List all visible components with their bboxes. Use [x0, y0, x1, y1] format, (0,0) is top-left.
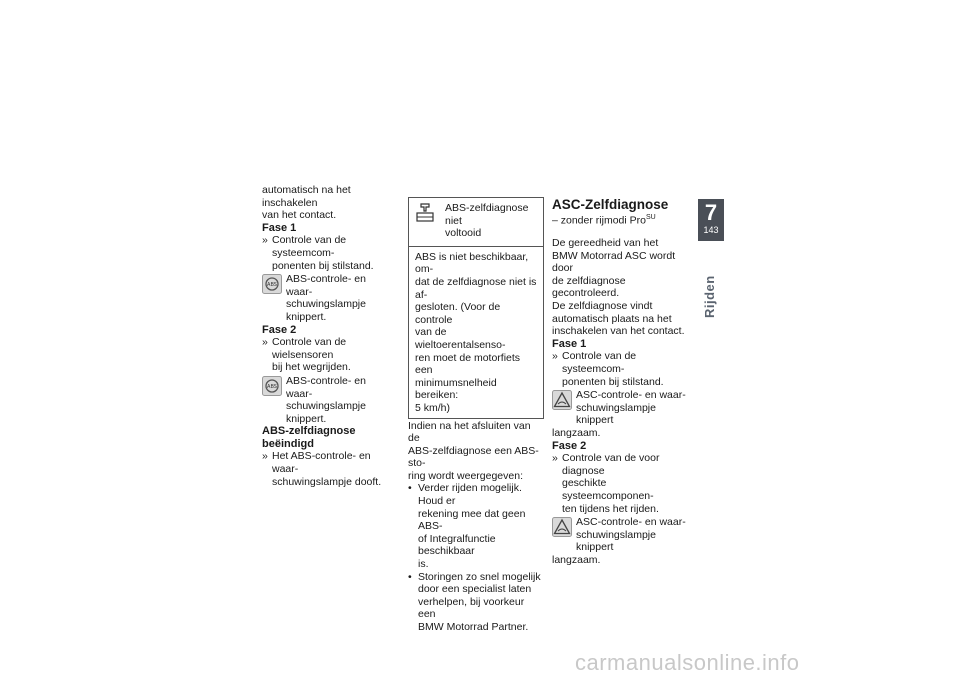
column-asc — [552, 197, 688, 567]
lamp-tail: langzaam. — [552, 427, 601, 439]
section-subtitle: – zonder rijmodi Pro$^{SU}$ — [552, 214, 656, 227]
intro-line: van het contact. — [262, 209, 337, 222]
box-title: ABS-zelfdiagnose niet — [445, 202, 529, 227]
fase1-step: » Controle van de systeemcom- ponenten bij stilstand. — [262, 234, 374, 272]
asc-intro: De gereedheid van het BMW Motorrad ASC wordt door de zelfdiagnose gecontroleerd. De zelfdiagnose vindt automatisch plaats na het inschakelen van het contact. — [552, 237, 685, 338]
warning-box: ABS-zelfdiagnose niet voltooid ABS is niet beschikbaar, om- dat de zelfdiagnose niet is af- gesloten. (Voor de controle van de wieltoerentalsenso- ren moet de motorfiets een minimumsnelheid bereiken: 5 km/h) — [408, 197, 544, 419]
watermark: carmanualsonline.info — [575, 650, 800, 675]
fase2-heading: Fase 2 — [262, 323, 297, 336]
end-step: » Het ABS-controle- en waar- schuwingslampje dooft. — [262, 450, 382, 488]
asc-warning-triangle-icon — [552, 390, 572, 410]
wrench-lamp-icon — [413, 202, 437, 224]
intro-line: automatisch na het inschakelen — [262, 184, 351, 209]
chapter-number: 7 — [704, 200, 718, 225]
fase2-lamp-note: ABS ABS-controle- en waar- schuwingslampje knippert. — [262, 375, 394, 425]
fase2-heading: Fase 2 — [552, 439, 587, 452]
bullet-item: • Storingen zo snel mogelijk door een specialist laten verhelpen, bij voorkeur een BMW Motorrad Partner. — [408, 570, 541, 633]
asc-warning-triangle-icon — [552, 517, 572, 537]
box-body: ABS is niet beschikbaar, om- dat de zelfdiagnose niet is af- gesloten. (Voor de controle van de wieltoerentalsenso- ren moet de motorfiets een minimumsnelheid bereiken: 5 km/h) — [415, 250, 537, 414]
column-abs-incomplete — [408, 195, 544, 634]
fase2-step: » Controle van de voor diagnose geschikte systeemcomponen- ten tijdens het rijden. — [552, 452, 660, 515]
bullet-item: • Verder rijden mogelijk. Houd er rekening mee dat geen ABS- of Integralfunctie beschikbaar is. — [408, 482, 526, 571]
svg-text:ABS: ABS — [267, 282, 277, 289]
after-text: Indien na het afsluiten van de ABS-zelfdiagnose een ABS-sto- ring wordt weergegeven: — [408, 419, 539, 482]
fase1-heading: Fase 1 — [262, 221, 297, 234]
fase1-heading: Fase 1 — [552, 337, 587, 350]
step-marker: » — [262, 336, 268, 349]
column-abs-phases — [262, 184, 394, 488]
svg-text:ABS: ABS — [267, 383, 277, 390]
fase2-step: » Controle van de wielsensoren bij het wegrijden. — [262, 336, 351, 374]
step-marker: » — [262, 234, 268, 247]
end-heading: ABS-zelfdiagnose beëindigd — [262, 425, 356, 450]
chapter-tab — [698, 199, 724, 241]
fase1-lamp-note: ABS ABS-controle- en waar- schuwingslampje knippert. — [262, 273, 394, 323]
lamp-tail: langzaam. — [552, 553, 601, 566]
abs-warning-lamp-icon — [262, 274, 282, 294]
page-number: 143 — [703, 225, 719, 235]
fase2-lamp-note: ASC-controle- en waar- schuwingslampje knippert — [552, 516, 688, 554]
chapter-side-label: Rijden — [702, 275, 717, 318]
fase1-step: » Controle van de systeemcom- ponenten bij stilstand. — [552, 350, 664, 388]
fase1-lamp-note: ASC-controle- en waar- schuwingslampje knippert — [552, 389, 688, 427]
section-title: ASC-Zelfdiagnose — [552, 197, 669, 212]
abs-warning-lamp-icon — [262, 376, 282, 396]
step-marker: » — [262, 450, 268, 463]
